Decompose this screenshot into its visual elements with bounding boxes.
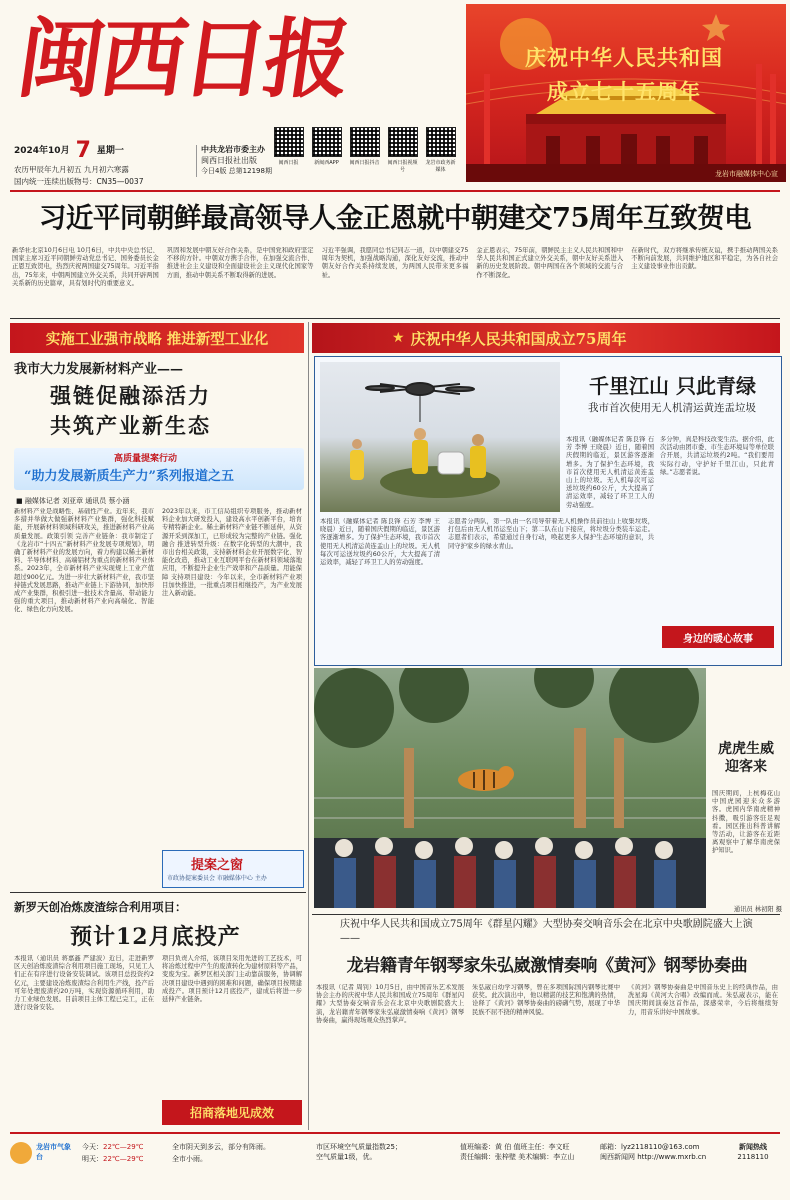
- series-title: “助力发展新质生产力”系列报道之五: [24, 469, 234, 484]
- vertical-divider: [308, 322, 309, 1130]
- qr-icon: [426, 127, 456, 157]
- weather-today: [82, 1142, 172, 1152]
- concert-body-col1: 本报讯（记者 周钊）10月5日，由中国音乐艺术发展协会主办的庆祝中华人民共和国成立75周年《群星闪耀》大型协奏交响音乐会在北京中央歌剧院盛大上演，龙岩籍青年钢琴家朱弘崴激情奏响《黄河》钢琴协奏曲，赢得现场观众热烈掌声。: [316, 984, 464, 1024]
- lead-article-column: 金正恩表示，75年前，朝鲜民主主义人民共和国和中华人民共和国正式建立外交关系，朝中友好关系进入新的历史发展阶段。朝中两国在各个领域的交流与合作不断深化。: [476, 247, 624, 279]
- warm-story-tag: [662, 626, 774, 648]
- concert-body-col2: 朱弘崴自幼学习钢琴，曾在多项国际国内钢琴比赛中获奖。此次演出中，他以精湛的技艺和饱满的热情，诠释了《黄河》钢琴协奏曲的磅礴气势，展现了中华民族不屈不挠的精神风貌。: [472, 984, 620, 1016]
- aqi-title: 市区环境空气质量指数25；: [316, 1143, 402, 1151]
- cn-number: 国内统一连续出版物号：CN35—0037: [14, 177, 144, 186]
- weather-today-temp: 22℃—29℃: [103, 1143, 144, 1151]
- concert-kicker: 庆祝中华人民共和国成立75周年《群星闪耀》大型协奏交响音乐会在北京中央歌剧院盛大上演——: [340, 919, 753, 944]
- editors-line-2: 责任编辑：张梓壁 美术编辑：李立山: [460, 1153, 575, 1161]
- editors-line-1: 值班编委：黄 伯 值班主任：李文旺: [460, 1143, 570, 1151]
- proposal-box-sub: 市政协提案委员会 市融媒体中心 主办: [167, 875, 267, 882]
- weather-icon: [10, 1142, 32, 1164]
- tiger-story-body: 国庆期间，上杭梅花山中国虎园迎来众多游客。虎园内华南虎精神抖擞，吸引游客驻足观看。园区推出科普讲解等活动，让游客在近距离观察中了解华南虎保护知识。: [712, 790, 780, 855]
- drone-story-subtitle: 我市首次使用无人机清运黄连盂垃圾: [588, 402, 756, 414]
- masthead-title-char: 西: [93, 9, 194, 110]
- investment-ad: [162, 1100, 302, 1125]
- lead-divider: [10, 318, 780, 319]
- masthead-title: [11, 9, 358, 115]
- proposal-box-title: 提案之窗: [191, 858, 244, 873]
- forecast-tomorrow: 全市小雨。: [172, 1155, 207, 1163]
- qr-icon: [312, 127, 342, 157]
- date-day: 7: [75, 138, 91, 163]
- date-weekday: 星期一: [96, 145, 124, 156]
- forecast-today: 全市阴天到多云，部分有阵雨。: [172, 1143, 270, 1151]
- lunar-date: 农历甲辰年九月初五 九月初六寒露: [14, 165, 129, 174]
- qr-icon: [350, 127, 380, 157]
- lead-article-column: 在新时代，双方将继承传统友谊，携手推动两国关系不断向前发展，共同维护地区和平稳定，为各自社会主义建设事业作出贡献。: [631, 247, 778, 271]
- material-byline: ■ 融媒体记者 刘亚章 通讯员 蔡小涵: [16, 497, 130, 505]
- masthead: [0, 0, 790, 190]
- industry-section-title: 实施工业强市战略 推进新型工业化: [45, 330, 269, 348]
- lead-article-column: 新华社北京10月6日电 10月6日，中共中央总书记、国家主席习近平同朝鲜劳动党总书记、国务委员长金正恩互致贺电，热烈庆祝两国建交75周年。习近平指出，75年来，中朝两国建立外交关系，共同开辟两国关系新的历史篇章，具有划时代的重要意义。: [12, 247, 159, 287]
- publisher-block: [196, 145, 279, 177]
- material-body-col1: 新材料产业是战略性、基础性产业。近年来，我市多措并举做大做强新材料产业集群，强化科技赋能，开展新材料领域科研攻关，推进新材料产业高质量发展。政策引领 完善产业链条：我市制定了《龙岩市“十四五”新材料产业发展专项规划》，明确了新材料产业的发展方向，着力构建以稀土新材料、半导体材料、高端铝材为重点的新材料产业体系。2023年，全市新材料产业实现规上工业产值超过900亿元。为进一步壮大新材料产业，我市坚持链式发展思路，推动产业链上下游协同，加快形成产业集群，积极引进一批技术含量高、带动能力强的重大项目，推动新材料产业向高端化、智能化、绿色化方向发展。: [14, 508, 154, 614]
- tiger-byline: 通讯员 林初阳 摄: [733, 906, 782, 913]
- weather-tomorrow-label: 明天：: [82, 1155, 103, 1163]
- drone-scene: [320, 362, 560, 512]
- tiger-scene: [314, 668, 706, 908]
- slag-body-col1: 本报讯（通讯员 蒋嘉鑫 严建波）近日，走进新罗区天创冶炼废渣综合利用项目施工现场，只见工人们正在有序进行设备安装调试。该项目总投资约2亿元，主要建设冶炼废渣综合利用生产线，投产后可年处理废渣约20万吨，实现资源循环利用，助力工业绿色发展。目前项目主体工程已完工，正在进行设备安装。: [14, 955, 154, 1012]
- footer: [10, 1136, 780, 1196]
- lead-article-column: 巩固和发展中朝友好合作关系，是中国党和政府坚定不移的方针。中朝双方携手合作，在加强交流合作、推进社会主义建设和全面建设社会主义现代化国家等方面，推动中朝关系不断取得新的进展。: [166, 247, 314, 279]
- hotline-label: 新闻热线: [739, 1143, 767, 1151]
- date-year-month: 2024年10月: [14, 145, 70, 156]
- investment-ad-text: 招商落地见成效: [189, 1106, 274, 1120]
- weather-block: [10, 1140, 310, 1190]
- anniversary-banner: [312, 323, 780, 353]
- publisher: 闽西日报社出版: [201, 155, 257, 165]
- weather-today-label: 今天：: [82, 1143, 103, 1151]
- sponsor: 中共龙岩市委主办: [201, 145, 265, 154]
- banner-line-2: 成立七十五周年: [547, 79, 701, 104]
- material-title-2[interactable]: 共筑产业新生态: [50, 413, 211, 438]
- drone-story-col1b: 本报讯（融媒体记者 陈良锋 石芳 李博 王晓晨）近日，随着国庆假期的临近，景区游客逐渐增多。为了保护生态环境，我市首次使用无人机清运黄连盂山上的垃圾。无人机每次可运送垃圾约60公斤，大大提高了清运效率，减轻了环卫工人的劳动强度。: [566, 436, 654, 509]
- material-body-col2: 2023年以来，市工信局组织专项服务，推动新材料企业加大研发投入，建设高水平创新平台，培育专精特新企业。稀土新材料产业链不断延伸，从资源开采到深加工，已形成较为完整的产业链。强化融合 推进转型升级：在数字化转型的大潮中，我市出台相关政策，支持新材料企业开展数字化、智能化改造，推动工业互联网平台在新材料领域落地应用，不断提升企业生产效率和产品质量。用能保障 支持项目建设：今年以来，全市新材料产业项目加快推进，一批重点项目相继投产，为产业发展注入新动能。: [162, 508, 302, 598]
- drone-story-title[interactable]: 千里江山 只此青绿: [589, 374, 756, 398]
- banner-text: [474, 42, 774, 106]
- left-divider: [10, 892, 306, 893]
- masthead-title-char: 闽: [11, 9, 112, 110]
- weather-city: 龙岩市气象台: [36, 1143, 71, 1161]
- anniversary-banner-title: 庆祝中华人民共和国成立75周年: [410, 329, 627, 348]
- celebration-banner: [466, 4, 786, 182]
- warm-story-tag-text: 身边的暖心故事: [683, 633, 753, 645]
- qr-row: [272, 127, 462, 182]
- hotline: [726, 1142, 780, 1162]
- masthead-title-char: 报: [257, 9, 358, 110]
- editors: [460, 1142, 600, 1162]
- tiger-photo: [314, 668, 706, 908]
- slag-kicker: 新罗天创冶炼废渣综合利用项目：: [14, 900, 187, 914]
- contact-mail[interactable]: 邮箱：lyz2118110@163.com: [600, 1143, 700, 1151]
- qr-icon: [274, 127, 304, 157]
- qr-code[interactable]: 闽西日报视频号: [386, 127, 419, 182]
- concert-title[interactable]: 龙岩籍青年钢琴家朱弘崴激情奏响《黄河》钢琴协奏曲: [346, 956, 748, 976]
- tiger-title-2[interactable]: 迎客来: [725, 759, 767, 775]
- banner-line-1: 庆祝中华人民共和国: [525, 45, 723, 70]
- series-tag: 高质量提案行动: [114, 454, 178, 464]
- hotline-number: 2118110: [737, 1153, 769, 1161]
- slag-title[interactable]: 预计12月底投产: [70, 924, 241, 950]
- drone-story-intro: 本报讯（融媒体记者 陈良锋 石芳 李博 王晓晨）近日，随着国庆假期的临近，景区游客逐渐增多。为了保护生态环境，我市首次使用无人机清运黄连盂山上的垃圾。无人机每次可运送垃圾约60公斤，大大提高了清运效率，减轻了环卫工人的劳动强度。: [320, 518, 440, 567]
- lead-article-column: 习近平强调，我愿同总书记同志一道，以中朝建交75周年为契机，加强战略沟通，深化友好交流，推动中朝友好合作关系持续发展，为两国人民带来更多福祉。: [321, 247, 469, 279]
- proposal-box: [162, 850, 304, 888]
- lead-headline[interactable]: 习近平同朝鲜最高领导人金正恩就中朝建交75周年互致贺电: [38, 202, 752, 234]
- masthead-divider: [10, 190, 780, 192]
- material-kicker: 我市大力发展新材料产业——: [14, 362, 184, 377]
- industry-section-banner: [10, 323, 304, 353]
- star-icon: ★: [392, 330, 405, 346]
- weather-tomorrow-temp: 22℃—29℃: [103, 1155, 144, 1163]
- contact-site[interactable]: 闽西新闻网 http://www.mxrb.cn: [600, 1153, 707, 1161]
- contact: [600, 1142, 720, 1162]
- air-quality: [316, 1142, 456, 1162]
- weather-tomorrow: [82, 1154, 172, 1164]
- aqi-grade: 空气质量1级，优。: [316, 1153, 377, 1161]
- banner-credit: 龙岩市融媒体中心宣: [715, 170, 778, 178]
- series-tag-block: [14, 448, 304, 490]
- footer-divider: [10, 1132, 780, 1134]
- qr-code[interactable]: 闽西日报: [272, 127, 305, 182]
- tiger-title-1[interactable]: 虎虎生威: [718, 741, 774, 757]
- masthead-title-char: 日: [175, 9, 276, 110]
- drone-story-col2: 志愿者分两队，第一队由一名司导带着无人机操作员前往山上收集垃圾，打包后由无人机吊运至山下；第二队在山下接应，将垃圾分类装车运走。志愿者们表示，希望通过自身行动，唤起更多人保护生态环境的意识，共同守护家乡的绿水青山。: [448, 518, 654, 550]
- date-block: [14, 140, 194, 185]
- qr-code[interactable]: 新闽西APP: [310, 127, 343, 182]
- drone-icon: [366, 383, 474, 422]
- qr-code[interactable]: 龙岩市政务新媒体: [424, 127, 457, 182]
- right-divider: [312, 914, 780, 915]
- drone-photo: [320, 362, 560, 512]
- tiger-icon: [458, 766, 514, 791]
- concert-body-col3: 《黄河》钢琴协奏曲是中国音乐史上的经典作品，由冼星海《黄河大合唱》改编而成。朱弘崴表示，能在国庆期间演奏这首作品，深感荣幸，今后将继续努力，用音乐讲好中国故事。: [628, 984, 778, 1016]
- qr-code[interactable]: 闽西日报抖音: [348, 127, 381, 182]
- issue-number: 今日4版 总第12198期: [201, 167, 272, 175]
- material-title-1[interactable]: 强链促融添活力: [50, 383, 211, 408]
- slag-body-col2: 项目负责人介绍，该项目采用先进的工艺技术，可将冶炼过程中产生的废渣转化为建材原料等产品，变废为宝。新罗区相关部门主动靠前服务，协调解决项目建设中遇到的困难和问题，确保项目按期建成投产。项目预计12月底投产，建成后将进一步延伸产业链条。: [162, 955, 302, 1004]
- lead-article: [12, 247, 778, 313]
- qr-icon: [388, 127, 418, 157]
- drone-story-col3: 多分钟，真是科技改变生活。据介绍，此次活动由团市委、市生态环境局等单位联合开展，共清运垃圾约2吨。“我们要用实际行动，守护好千里江山，只此青绿。”志愿者说。: [660, 436, 774, 476]
